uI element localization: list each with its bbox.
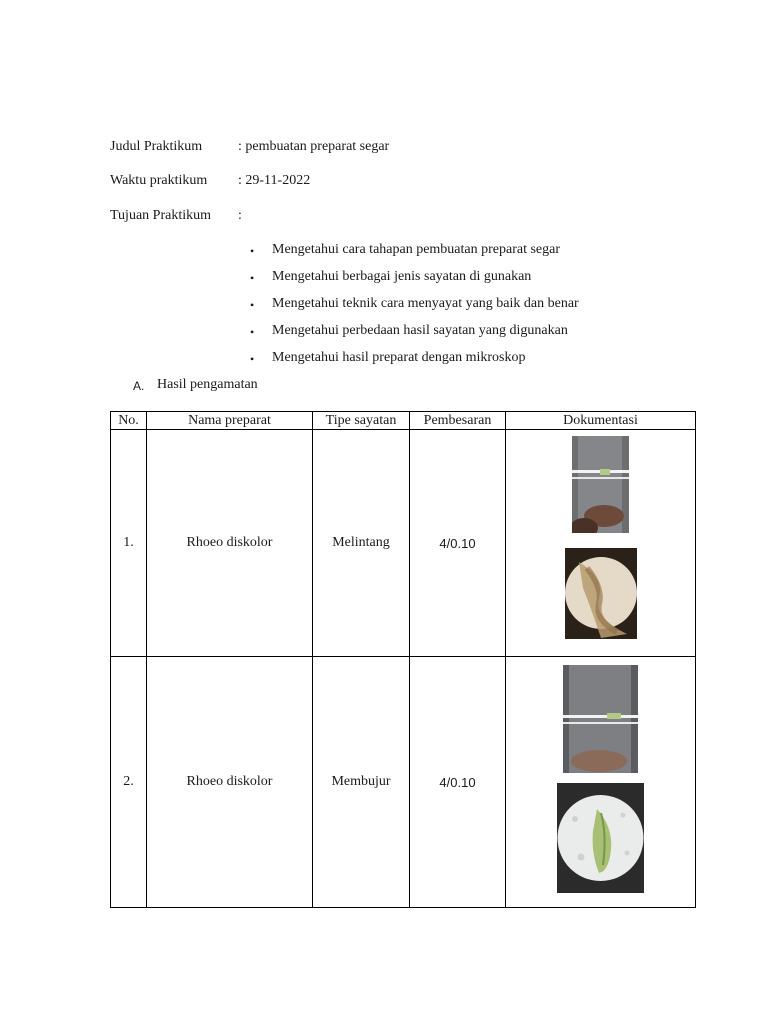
- header-dokumentasi: Dokumentasi: [506, 412, 696, 430]
- bullet-icon: •: [250, 352, 255, 366]
- list-item: [250, 350, 579, 377]
- tujuan-label: Tujuan Praktikum: [110, 208, 211, 223]
- header-pembesaran: Pembesaran: [410, 412, 506, 430]
- cell-tipe: Melintang: [313, 430, 410, 657]
- aim-text: Mengetahui cara tahapan pembuatan preparat segar: [272, 242, 561, 257]
- cell-no: 2.: [111, 657, 147, 908]
- judul-label: Judul Praktikum: [110, 139, 203, 154]
- bullet-icon: •: [250, 244, 255, 258]
- aim-text: Mengetahui hasil preparat dengan mikroskop: [272, 350, 526, 365]
- table-row: [111, 657, 696, 908]
- list-item: [250, 296, 579, 323]
- slide-photo: [572, 436, 629, 533]
- bullet-icon: •: [250, 271, 255, 285]
- aims-list: [250, 242, 579, 377]
- cell-nama: Rhoeo diskolor: [147, 657, 313, 908]
- aim-text: Mengetahui teknik cara menyayat yang baik dan benar: [272, 296, 579, 311]
- header-tipe-sayatan: Tipe sayatan: [313, 412, 410, 430]
- tujuan-row: [110, 208, 242, 224]
- section-title: Hasil pengamatan: [157, 377, 258, 392]
- judul-value: : pembuatan preparat segar: [238, 139, 390, 154]
- table-row: [111, 430, 696, 657]
- tujuan-value: :: [238, 208, 242, 223]
- cell-nama: Rhoeo diskolor: [147, 430, 313, 657]
- cell-tipe: Membujur: [313, 657, 410, 908]
- cell-pembesaran: 4/0.10: [410, 657, 506, 908]
- micrograph-photo: [565, 548, 637, 639]
- bullet-icon: •: [250, 298, 255, 312]
- cell-dokumentasi: [506, 430, 696, 657]
- header-nama-preparat: Nama preparat: [147, 412, 313, 430]
- section-heading: [133, 377, 258, 395]
- table-header-row: [111, 412, 696, 430]
- cell-no: 1.: [111, 430, 147, 657]
- aim-text: Mengetahui berbagai jenis sayatan di gunakan: [272, 269, 532, 284]
- waktu-label: Waktu praktikum: [110, 173, 208, 188]
- cell-pembesaran: 4/0.10: [410, 430, 506, 657]
- header-no: No.: [111, 412, 147, 430]
- judul-row: [110, 139, 389, 155]
- bullet-icon: •: [250, 325, 255, 339]
- list-item: [250, 323, 579, 350]
- slide-photo: [563, 665, 638, 773]
- cell-dokumentasi: [506, 657, 696, 908]
- observation-table: [110, 411, 696, 908]
- waktu-value: : 29-11-2022: [238, 173, 311, 188]
- aim-text: Mengetahui perbedaan hasil sayatan yang digunakan: [272, 323, 568, 338]
- waktu-row: [110, 173, 310, 189]
- list-item: [250, 242, 579, 269]
- micrograph-photo: [557, 783, 644, 893]
- list-item: [250, 269, 579, 296]
- section-letter: A.: [133, 379, 145, 393]
